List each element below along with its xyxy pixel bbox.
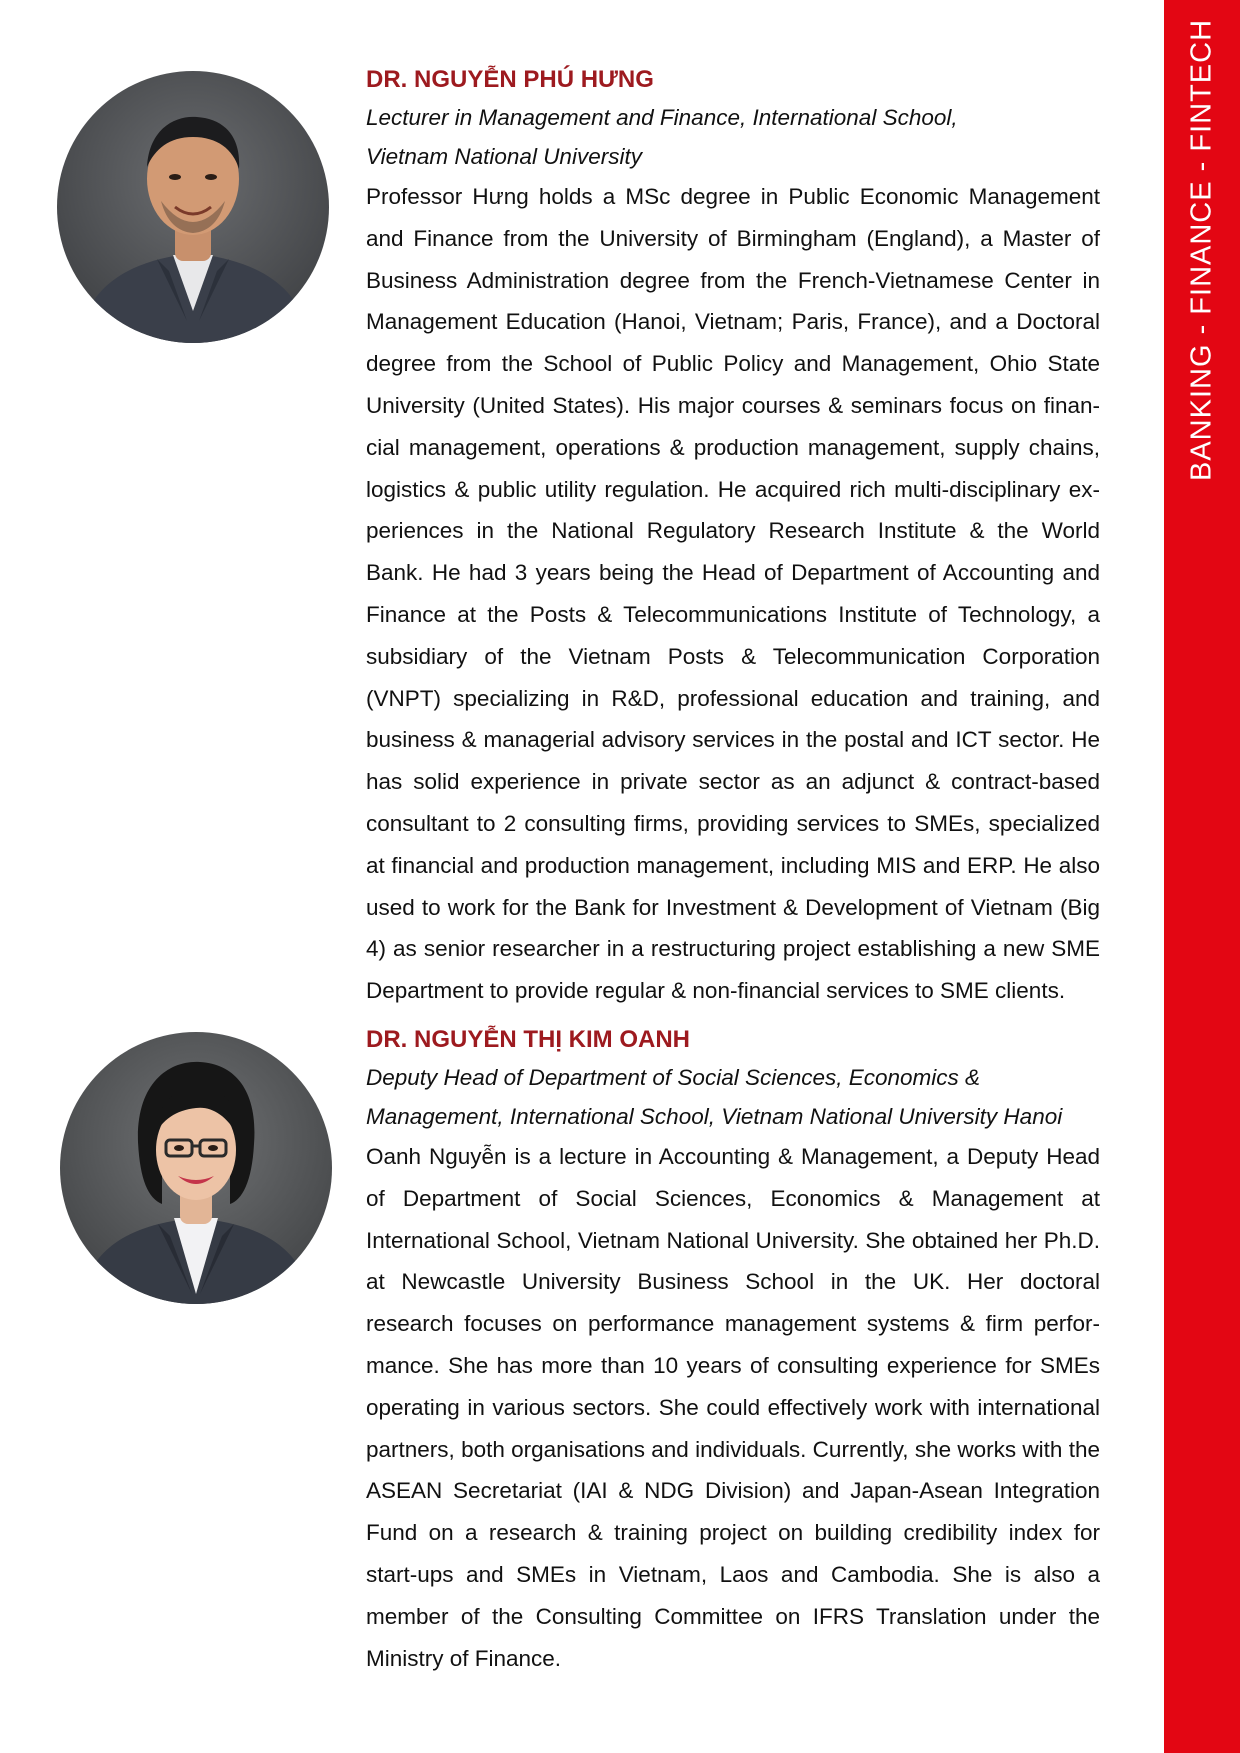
profile-name: DR. NGUYỄN THỊ KIM OANH	[366, 1026, 690, 1053]
side-band-label: BANKING - FINANCE - FINTECH	[1185, 18, 1218, 482]
profile-role-line-2: Vietnam National University	[366, 144, 642, 169]
profile-role-line-2: Management, International School, Vietnam National University Hanoi	[366, 1104, 1063, 1129]
profile-bio: Professor Hưng holds a MSc degree in Public Economic Management and Finance from the University of Birmingham (England), a Master of Business Administration degree from the French-Vietnamese Center in Management Education (Hanoi, Vietnam; Paris, France), and a Doctoral degree from the School of Public Policy and Management, Ohio State University (United States). His major courses & seminars focus on finan-cial management, operations & production management, supply chains, logistics & public utility regulation. He acquired rich multi-disciplinary ex-periences in the National Regulatory Research Institute & the World Bank. He had 3 years being the Head of Department of Accounting and Finance at the Posts & Telecommunications Institute of Technology, a subsidiary of the Vietnam Posts & Telecommunication Corporation (VNPT) specializing in R&D, professional education and training, and business & managerial advisory services in the postal and ICT sector. He has solid experience in private sector as an adjunct & contract-based consultant to 2 consulting firms, providing services to SMEs, specialized at financial and production management, including MIS and ERP. He also used to work for the Bank for Investment & Development of Vietnam (Big 4) as senior researcher in a restructuring project establishing a new SME Department to provide regular & non-financial services to SME clients.	[366, 184, 1100, 1004]
profile-role-line-1: Deputy Head of Department of Social Sciences, Economics &	[366, 1065, 981, 1090]
profile-name: DR. NGUYỄN PHÚ HƯNG	[366, 66, 654, 93]
profile-role-line-1: Lecturer in Management and Finance, International School,	[366, 105, 958, 130]
profile-bio: Oanh Nguyễn is a lecture in Accounting & Management, a Deputy Head of Department of Social Sciences, Economics & Management at International School, Vietnam National University. She obtained her Ph.D. at Newcastle University Business School in the UK. Her doctoral research focuses on performance management systems & firm perfor-mance. She has more than 10 years of consulting experience for SMEs operating in various sectors. She could effectively work with international partners, both organisations and individuals. Currently, she works with the ASEAN Secretariat (IAI & NDG Division) and Japan-Asean Integration Fund on a research & training project on building credibility index for start-ups and SMEs in Vietnam, Laos and Cambodia. She is also a member of the Consulting Committee on IFRS Translation under the Ministry of Finance.	[366, 1144, 1100, 1671]
portrait-photo	[57, 71, 329, 343]
portrait-photo	[60, 1032, 332, 1304]
